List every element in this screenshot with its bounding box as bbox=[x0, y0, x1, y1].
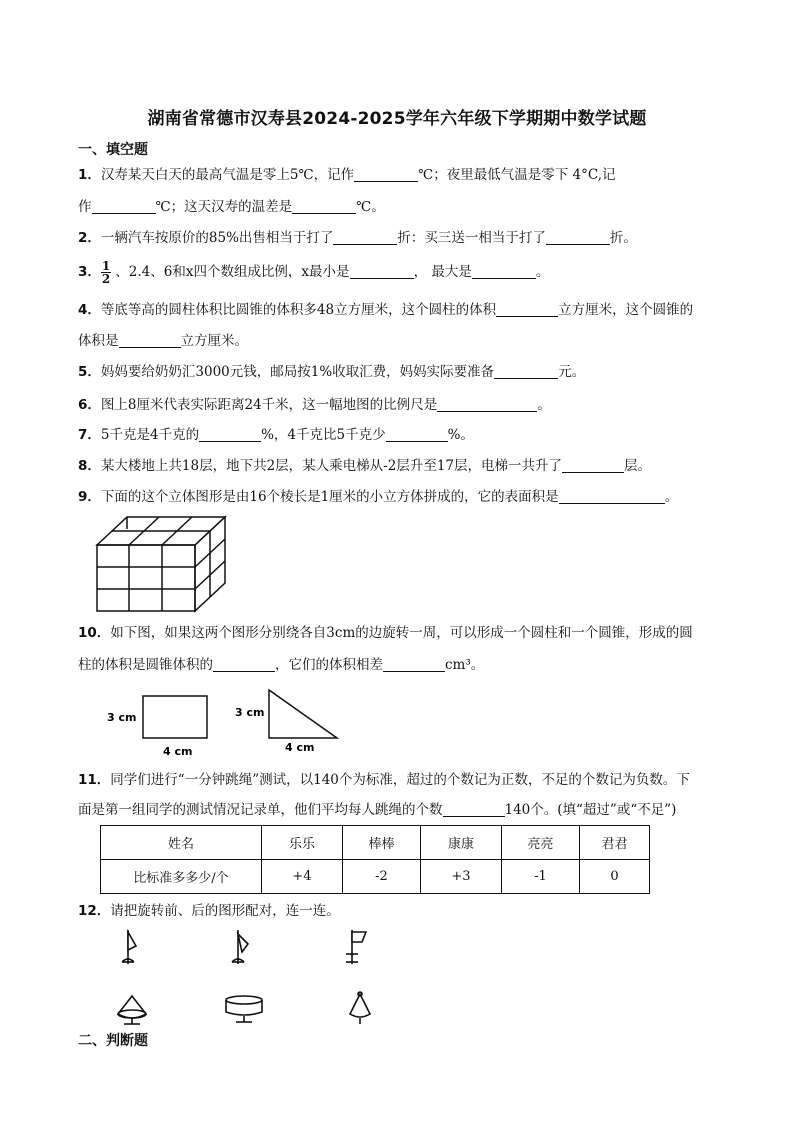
question-text: 某大楼地上共18层，地下共2层，某人乘电梯从-2层升至17层，电梯一共升了 bbox=[100, 458, 563, 474]
rotation-figures bbox=[105, 688, 345, 758]
answer-blank[interactable] bbox=[333, 230, 397, 245]
question-text: ，它们的体积相差 bbox=[275, 657, 383, 673]
table-cell: -2 bbox=[343, 860, 421, 894]
question-text: 同学们进行“一分钟跳绳”测试，以140个为标准，超过的个数记为正数，不足的个数记为负数。下 bbox=[110, 772, 690, 788]
answer-blank[interactable] bbox=[383, 657, 445, 672]
question-text: 立方厘米，这个圆锥的 bbox=[558, 302, 694, 318]
question-number: 9． bbox=[78, 489, 101, 505]
fraction-numerator: 1 bbox=[101, 259, 111, 273]
table-cell: 比标准多多少/个 bbox=[101, 860, 262, 894]
table-header-cell: 乐乐 bbox=[262, 826, 343, 860]
table-header-cell: 康康 bbox=[421, 826, 502, 860]
solid-shapes-row bbox=[110, 990, 390, 1030]
question-text: cm³。 bbox=[445, 657, 485, 673]
question-text: 图上8厘米代表实际距离24千米，这一幅地图的比例尺是 bbox=[100, 397, 438, 413]
question-text: 请把旋转前、后的图形配对，连一连。 bbox=[110, 903, 340, 919]
question-10 bbox=[78, 624, 693, 642]
question-number: 2． bbox=[78, 230, 101, 246]
question-number: 4． bbox=[78, 302, 101, 318]
answer-blank[interactable] bbox=[292, 199, 356, 214]
rect-height-label: 3 cm bbox=[107, 711, 137, 724]
question-number: 8． bbox=[78, 458, 101, 474]
triangle-height-label: 3 cm bbox=[235, 706, 265, 719]
question-number: 11． bbox=[78, 772, 111, 788]
question-text: ℃。 bbox=[356, 199, 385, 215]
question-5 bbox=[78, 363, 585, 381]
rect-width-label: 4 cm bbox=[163, 745, 193, 758]
answer-blank[interactable] bbox=[350, 264, 414, 279]
question-2 bbox=[78, 229, 637, 247]
question-text: 立方厘米。 bbox=[180, 333, 248, 349]
question-text: 如下图，如果这两个图形分别绕各自3cm的边旋转一周，可以形成一个圆柱和一个圆锥，形成的圆 bbox=[110, 625, 693, 641]
question-text: 折。 bbox=[609, 230, 637, 246]
question-number: 1． bbox=[78, 167, 101, 183]
answer-blank[interactable] bbox=[437, 397, 537, 412]
question-text: 下面的这个立体图形是由16个棱长是1厘米的小立方体拼成的，它的表面积是 bbox=[100, 489, 559, 505]
question-text: 汉寿某天白天的最高气温是零上5℃，记作 bbox=[100, 167, 355, 183]
table-header-cell: 亮亮 bbox=[502, 826, 580, 860]
cone-shape-2 bbox=[350, 992, 370, 1024]
question-6 bbox=[78, 396, 551, 414]
question-8 bbox=[78, 457, 651, 475]
flag-shape-3 bbox=[346, 930, 366, 964]
page-title: 湖南省常德市汉寿县2024-2025学年六年级下学期期中数学试题 bbox=[147, 109, 647, 129]
question-number: 10． bbox=[78, 625, 111, 641]
question-text: 。 bbox=[535, 264, 550, 280]
table-cell: +3 bbox=[421, 860, 502, 894]
question-7 bbox=[78, 426, 474, 444]
answer-blank[interactable] bbox=[92, 199, 156, 214]
cone-shape bbox=[118, 996, 146, 1024]
question-10-cont bbox=[78, 656, 484, 674]
question-11-cont bbox=[78, 801, 676, 819]
answer-blank[interactable] bbox=[119, 333, 181, 348]
question-text: ℃；这天汉寿的温差是 bbox=[155, 199, 293, 215]
section-heading-judgement: 二、判断题 bbox=[78, 1033, 148, 1049]
question-text: 5千克是4千克的 bbox=[100, 427, 200, 443]
question-4 bbox=[78, 301, 693, 319]
triangle-width-label: 4 cm bbox=[285, 741, 315, 754]
question-1-cont bbox=[78, 198, 385, 216]
flag-shapes-row bbox=[112, 928, 392, 970]
table-cell: 0 bbox=[580, 860, 650, 894]
question-number: 3． bbox=[78, 264, 101, 280]
question-text: 折：买三送一相当于打了 bbox=[397, 230, 546, 246]
answer-blank[interactable] bbox=[386, 427, 448, 442]
section-heading-fill-blank: 一、填空题 bbox=[78, 142, 148, 158]
question-text: 等底等高的圆柱体积比圆锥的体积多48立方厘米，这个圆柱的体积 bbox=[100, 302, 497, 318]
answer-blank[interactable] bbox=[443, 802, 505, 817]
question-text: 140个。(填“超过”或“不足”) bbox=[504, 802, 677, 818]
jump-rope-record-table bbox=[100, 825, 650, 894]
question-12 bbox=[78, 902, 340, 920]
question-11 bbox=[78, 771, 690, 789]
question-text: 层。 bbox=[624, 458, 652, 474]
question-text: 、2.4、6和x四个数组成比例，x最小是 bbox=[115, 264, 350, 280]
question-text: 体积是 bbox=[78, 333, 119, 349]
answer-blank[interactable] bbox=[199, 427, 261, 442]
triangle-shape bbox=[269, 690, 337, 738]
question-number: 7． bbox=[78, 427, 101, 443]
fraction-denominator: 2 bbox=[101, 272, 111, 286]
question-text: 妈妈要给奶奶汇3000元钱，邮局按1%收取汇费，妈妈实际要准备 bbox=[100, 364, 495, 380]
cube-stack-figure bbox=[95, 515, 235, 615]
question-text: 柱的体积是圆锥体积的 bbox=[78, 657, 213, 673]
flag-shape-2 bbox=[232, 930, 248, 964]
answer-blank[interactable] bbox=[559, 489, 665, 504]
fraction bbox=[101, 260, 111, 285]
question-text: 元。 bbox=[558, 364, 586, 380]
question-number: 5． bbox=[78, 364, 101, 380]
cylinder-shape bbox=[226, 996, 262, 1022]
question-9 bbox=[78, 488, 678, 506]
answer-blank[interactable] bbox=[546, 230, 610, 245]
answer-blank[interactable] bbox=[496, 302, 558, 317]
question-text: %，4千克比5千克少 bbox=[261, 427, 386, 443]
question-3 bbox=[78, 260, 549, 285]
question-number: 12． bbox=[78, 903, 111, 919]
answer-blank[interactable] bbox=[472, 264, 536, 279]
table-row bbox=[101, 826, 650, 860]
table-header-cell: 姓名 bbox=[101, 826, 262, 860]
answer-blank[interactable] bbox=[494, 364, 558, 379]
rectangle-shape bbox=[143, 696, 207, 738]
table-header-cell: 棒棒 bbox=[343, 826, 421, 860]
question-text: 。 bbox=[664, 489, 679, 505]
question-text: 。 bbox=[537, 397, 551, 413]
question-1 bbox=[78, 166, 615, 184]
table-row bbox=[101, 860, 650, 894]
answer-blank[interactable] bbox=[354, 167, 418, 182]
table-cell: -1 bbox=[502, 860, 580, 894]
question-text: 一辆汽车按原价的85%出售相当于打了 bbox=[100, 230, 334, 246]
question-text: ， 最大是 bbox=[413, 264, 472, 280]
question-text: %。 bbox=[447, 427, 474, 443]
question-text: ℃；夜里最低气温是零下 4°C,记 bbox=[418, 167, 616, 183]
question-4-cont bbox=[78, 332, 248, 350]
question-text: 作 bbox=[78, 199, 92, 215]
flag-shape-1 bbox=[122, 930, 136, 964]
table-header-cell: 君君 bbox=[580, 826, 650, 860]
question-text: 面是第一组同学的测试情况记录单，他们平均每人跳绳的个数 bbox=[78, 802, 443, 818]
answer-blank[interactable] bbox=[562, 458, 624, 473]
answer-blank[interactable] bbox=[213, 657, 275, 672]
table-cell: +4 bbox=[262, 860, 343, 894]
question-number: 6． bbox=[78, 397, 101, 413]
